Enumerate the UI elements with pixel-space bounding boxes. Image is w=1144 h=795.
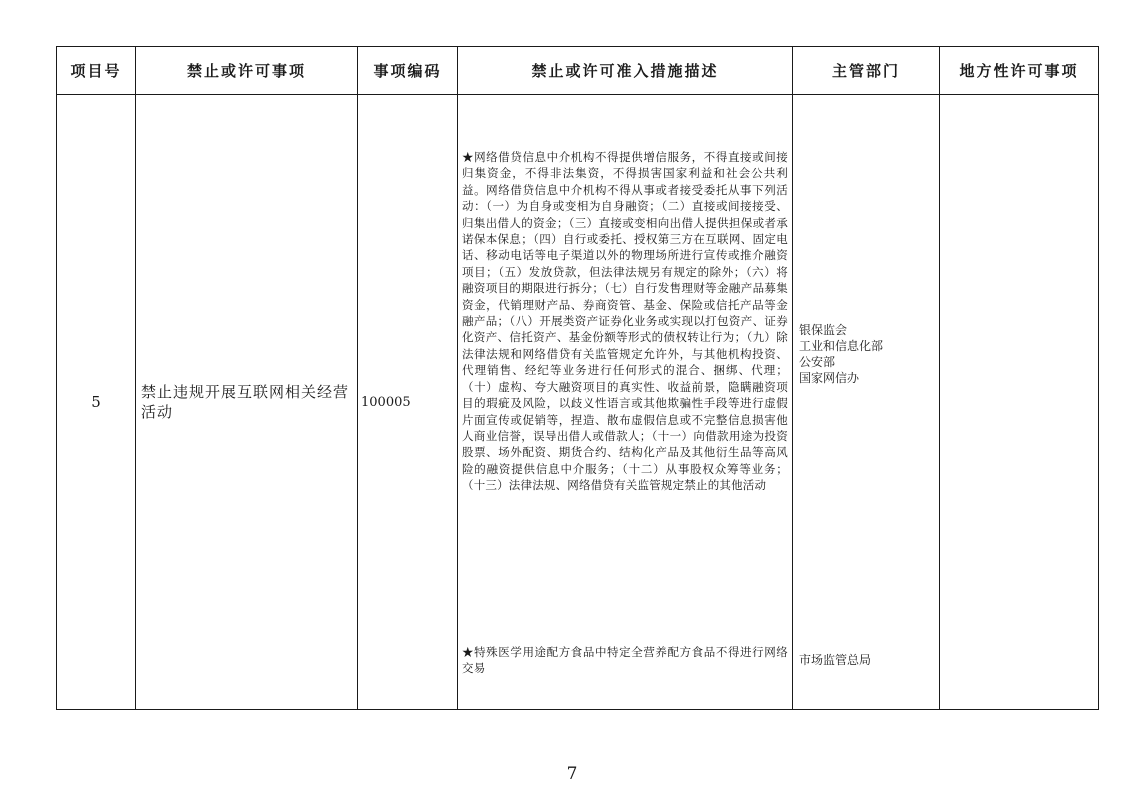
measure-description-p2p-lending: ★网络借贷信息中介机构不得提供增信服务，不得直接或间接归集资金，不得非法集资，不得损害国家利益和社会公共利益。网络借贷信息中介机构不得从事或者接受委托从事下列活动：（一）为自身或变相为自身融资；（二）直接或间接接受、归集出借人的资金；（三）直接或变相向出借人提供担保或者承诺保本保息；（四）自行或委托、授权第三方在互联网、固定电话、移动电话等电子渠道以外的物理场所进行宣传或推介融资项目；（五）发放贷款，但法律法规另有规定的除外；（六）将融资项目的期限进行拆分；（七）自行发售理财等金融产品募集资金，代销理财产品、券商资管、基金、保险或信托产品等金融产品；（八）开展类资产证券化业务或实现以打包资产、证券化资产、信托资产、基金份额等形式的债权转让行为；（九）除法律法规和网络借贷有关监管规定允许外，与其他机构投资、代理销售、经纪等业务进行任何形式的混合、捆绑、代理；（十）虚构、夸大融资项目的真实性、收益前景，隐瞒融资项目的瑕疵及风险，以歧义性语言或其他欺骗性手段等进行虚假片面宣传或促销等，捏造、散布虚假信息或不完整信息损害他人商业信誉，误导出借人或借款人；（十一）向借款用途为投资股票、场外配资、期货合约、结构化产品及其他衍生品等高风险的融资提供信息中介服务；（十二）从事股权众筹等业务；（十三）法律法规、网络借贷有关监管规定禁止的其他活动 (462, 150, 788, 493)
department-item: 工业和信息化部 (799, 339, 884, 353)
header-measure-description: 禁止或许可准入措施描述 (458, 47, 793, 95)
item-number: 5 (57, 95, 136, 710)
header-item-code: 事项编码 (358, 47, 458, 95)
department-special-medical-food: 市场监管总局 (799, 653, 872, 667)
permission-list-table (56, 46, 1099, 710)
header-local-permission: 地方性许可事项 (940, 47, 1099, 95)
header-item-number: 项目号 (57, 47, 136, 95)
department-item: 公安部 (799, 355, 836, 369)
table-header-row (57, 47, 1099, 95)
header-department: 主管部门 (793, 47, 940, 95)
item-name: 禁止违规开展互联网相关经营活动 (141, 383, 350, 421)
item-code: 100005 (361, 394, 411, 410)
local-permission-cell (940, 95, 1099, 710)
department-cell (793, 95, 940, 710)
measure-description-special-medical-food: ★特殊医学用途配方食品中特定全营养配方食品不得进行网络交易 (462, 645, 788, 676)
page-number: 7 (566, 764, 578, 784)
item-code-cell (358, 95, 458, 710)
department-item: 银保监会 (799, 323, 848, 337)
measure-description-cell (458, 95, 793, 710)
department-list-p2p-lending (799, 322, 883, 386)
department-item: 国家网信办 (799, 371, 860, 385)
item-name-cell (136, 95, 358, 710)
header-item-name: 禁止或许可事项 (136, 47, 358, 95)
table-row (57, 95, 1099, 710)
